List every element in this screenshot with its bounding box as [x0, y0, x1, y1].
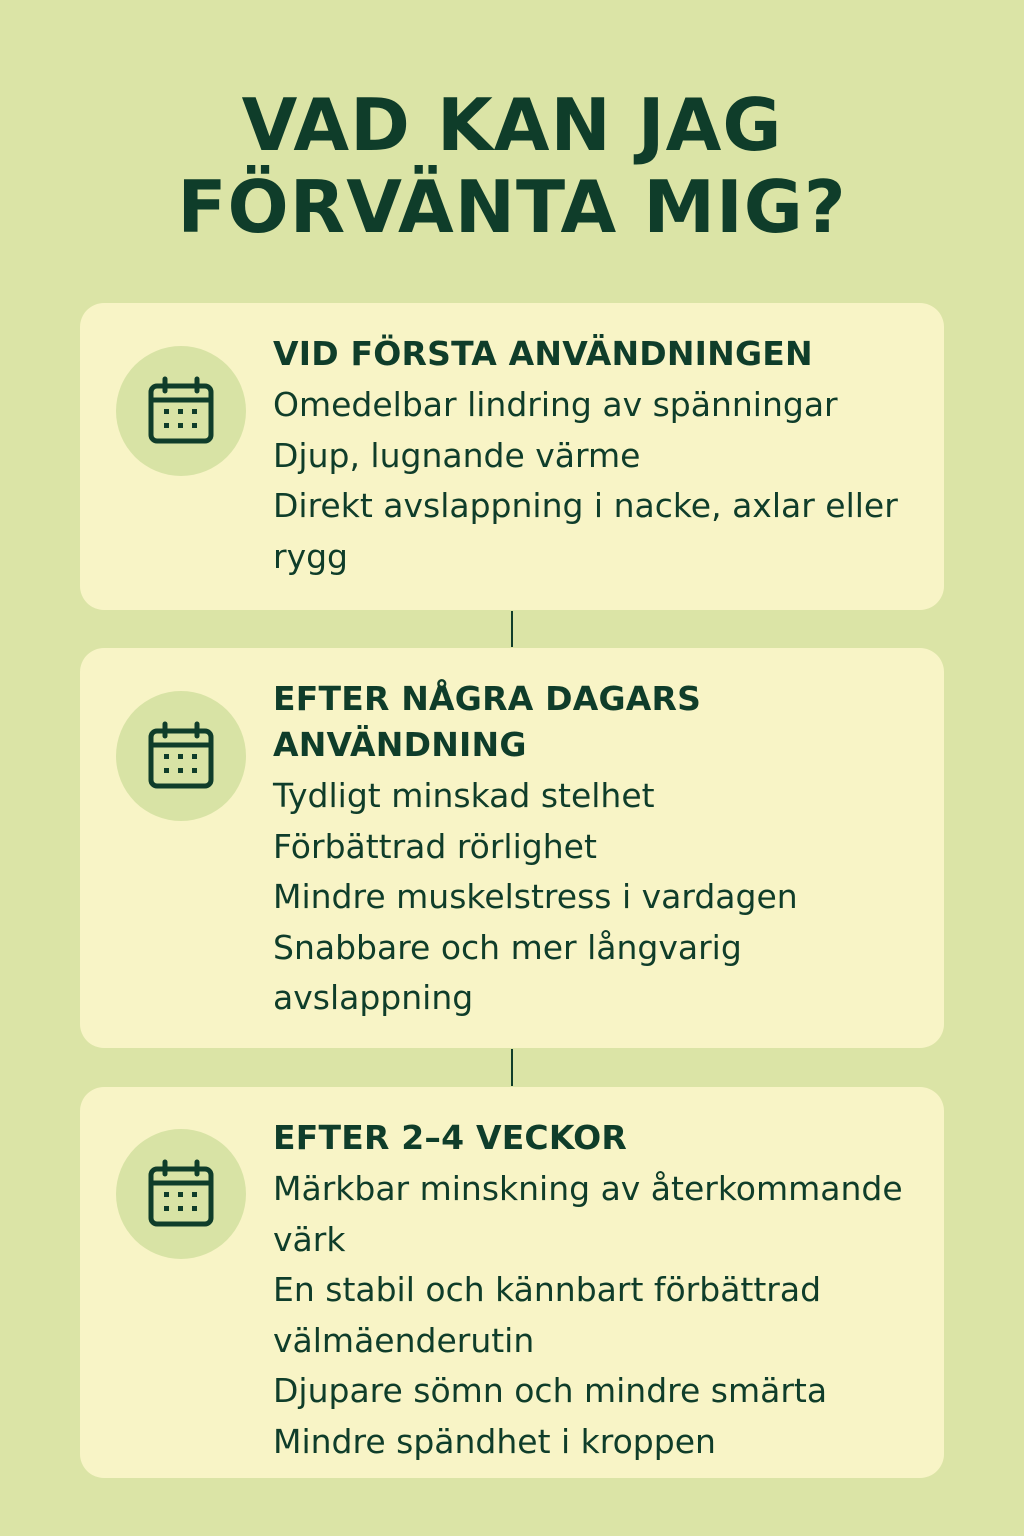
stage-card-body — [273, 1115, 914, 1467]
list-item: Djupare sömn och mindre smärta — [273, 1371, 828, 1410]
calendar-icon-badge — [116, 1129, 246, 1259]
page-title-line-2: FÖRVÄNTA MIG? — [177, 165, 847, 249]
list-item: Omedelbar lindring av spänningar — [273, 385, 838, 424]
stage-card-few-days — [80, 648, 944, 1048]
stage-card-weeks — [80, 1087, 944, 1478]
stage-item-list — [273, 1164, 914, 1467]
list-item: Djup, lugnande värme — [273, 435, 641, 475]
stage-item-list — [273, 771, 914, 1024]
list-item: En stabil och kännbart förbättrad välmäenderutin — [273, 1270, 822, 1360]
page-title — [0, 84, 1024, 248]
list-item: Märkbar minskning av återkommande värk — [273, 1169, 903, 1259]
stage-card-body — [273, 331, 914, 582]
calendar-icon-badge — [116, 346, 246, 476]
page-title-line-1: VAD KAN JAG — [241, 83, 783, 167]
calendar-icon — [146, 376, 216, 446]
stage-card-first-use — [80, 303, 944, 610]
stage-heading: EFTER NÅGRA DAGARS ANVÄNDNING — [273, 679, 702, 764]
calendar-icon-badge — [116, 691, 246, 821]
list-item: Mindre spändhet i kroppen — [273, 1421, 716, 1461]
list-item: Direkt avslappning i nacke, axlar eller rygg — [273, 486, 898, 576]
calendar-icon — [146, 1159, 216, 1229]
list-item: Snabbare och mer långvarig avslappning — [273, 927, 742, 1017]
stage-heading: VID FÖRSTA ANVÄNDNINGEN — [273, 334, 813, 373]
calendar-icon — [146, 721, 216, 791]
stage-item-list — [273, 380, 914, 582]
list-item: Förbättrad rörlighet — [273, 826, 597, 866]
stage-card-body — [273, 676, 914, 1024]
list-item: Tydligt minskad stelhet — [273, 776, 655, 815]
stage-heading: EFTER 2–4 VECKOR — [273, 1118, 628, 1157]
timeline-connector — [511, 1049, 513, 1086]
list-item: Mindre muskelstress i vardagen — [273, 877, 798, 916]
timeline-connector — [511, 611, 513, 647]
